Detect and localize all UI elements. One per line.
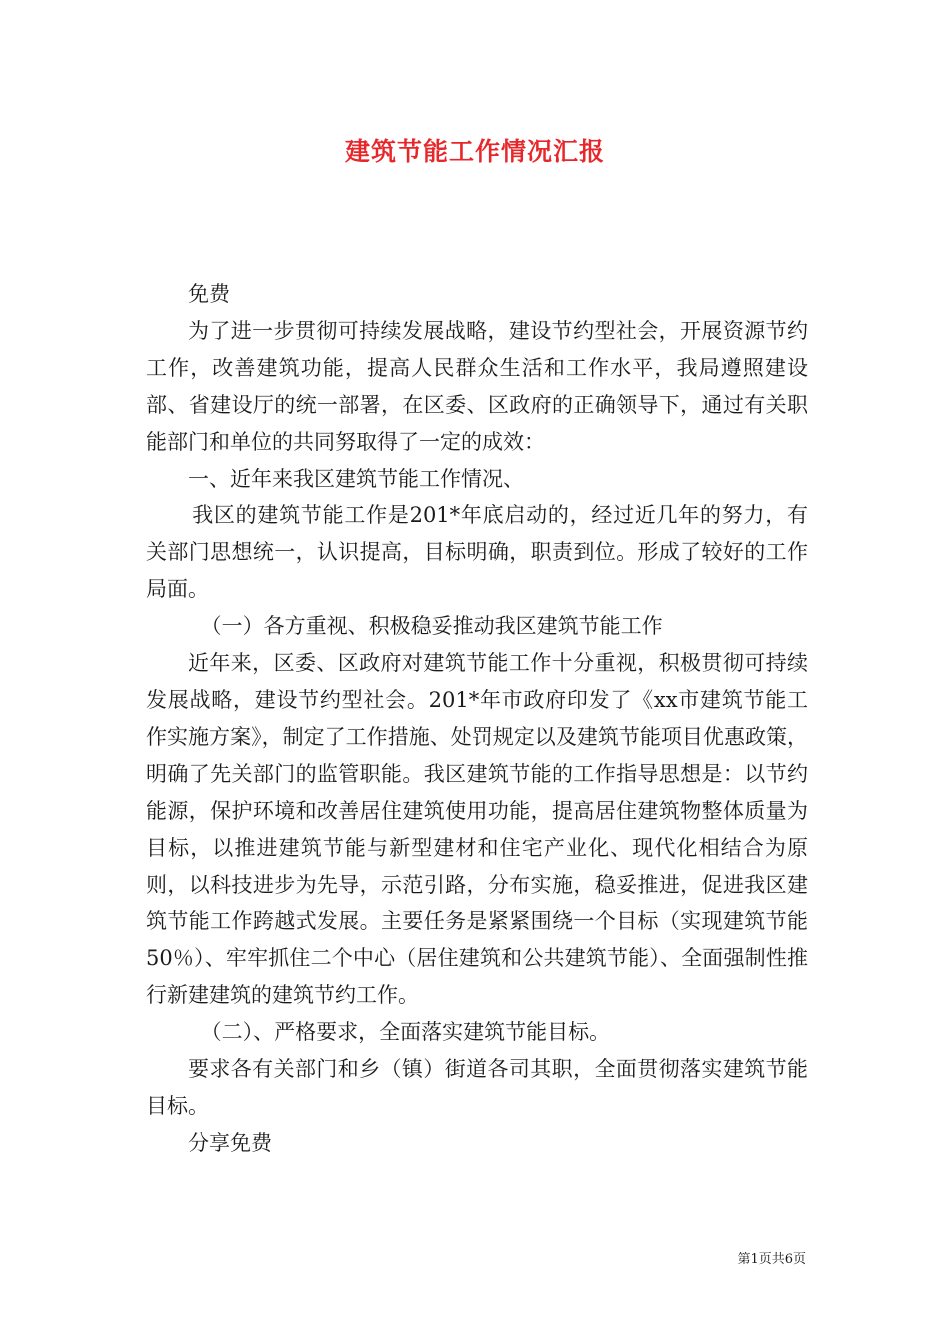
page-number: 第1页共6页 bbox=[737, 1252, 806, 1267]
paragraph-requirements: 要求各有关部门和乡（镇）街道各司其职，全面贯彻落实建筑节能目标。 bbox=[146, 1057, 808, 1118]
document-body bbox=[146, 276, 808, 1162]
document-title: 建筑节能工作情况汇报 bbox=[344, 137, 605, 166]
sub-heading-1: （一）各方重视、积极稳妥推动我区建筑节能工作 bbox=[200, 614, 663, 639]
sub-heading-2: （二）、严格要求，全面落实建筑节能目标。 bbox=[200, 1020, 611, 1045]
paragraph-share-free: 分享免费 bbox=[188, 1130, 272, 1155]
paragraph-overview: 我区的建筑节能工作是201*年底启动的，经过近几年的努力，有关部门思想统一，认识提高，目标明确，职责到位。形成了较好的工作局面。 bbox=[146, 503, 808, 602]
paragraph-details: 近年来，区委、区政府对建筑节能工作十分重视，积极贯彻可持续发展战略，建设节约型社会。201*年市政府印发了《xx市建筑节能工作实施方案》，制定了工作措施、处罚规定以及建筑节能项目优惠政策，明确了先关部门的监管职能。我区建筑节能的工作指导思想是：以节约能源，保护环境和改善居住建筑使用功能，提高居住建筑物整体质量为目标，以推进建筑节能与新型建材和住宅产业化、现代化相结合为原则，以科技进步为先导，示范引路，分布实施，稳妥推进，促进我区建筑节能工作跨越式发展。主要任务是紧紧围绕一个目标（实现建筑节能50％）、牢牢抓住二个中心（居住建筑和公共建筑节能）、全面强制性推行新建建筑的建筑节约工作。 bbox=[146, 651, 808, 1008]
paragraph-free-label: 免费 bbox=[188, 282, 230, 306]
paragraph-intro: 为了进一步贯彻可持续发展战略，建设节约型社会，开展资源节约工作，改善建筑功能，提高人民群众生活和工作水平，我局遵照建设部、省建设厅的统一部署，在区委、区政府的正确领导下，通过有关职能部门和单位的共同努取得了一定的成效： bbox=[146, 318, 808, 454]
section-heading-1: 一、近年来我区建筑节能工作情况、 bbox=[188, 466, 524, 491]
